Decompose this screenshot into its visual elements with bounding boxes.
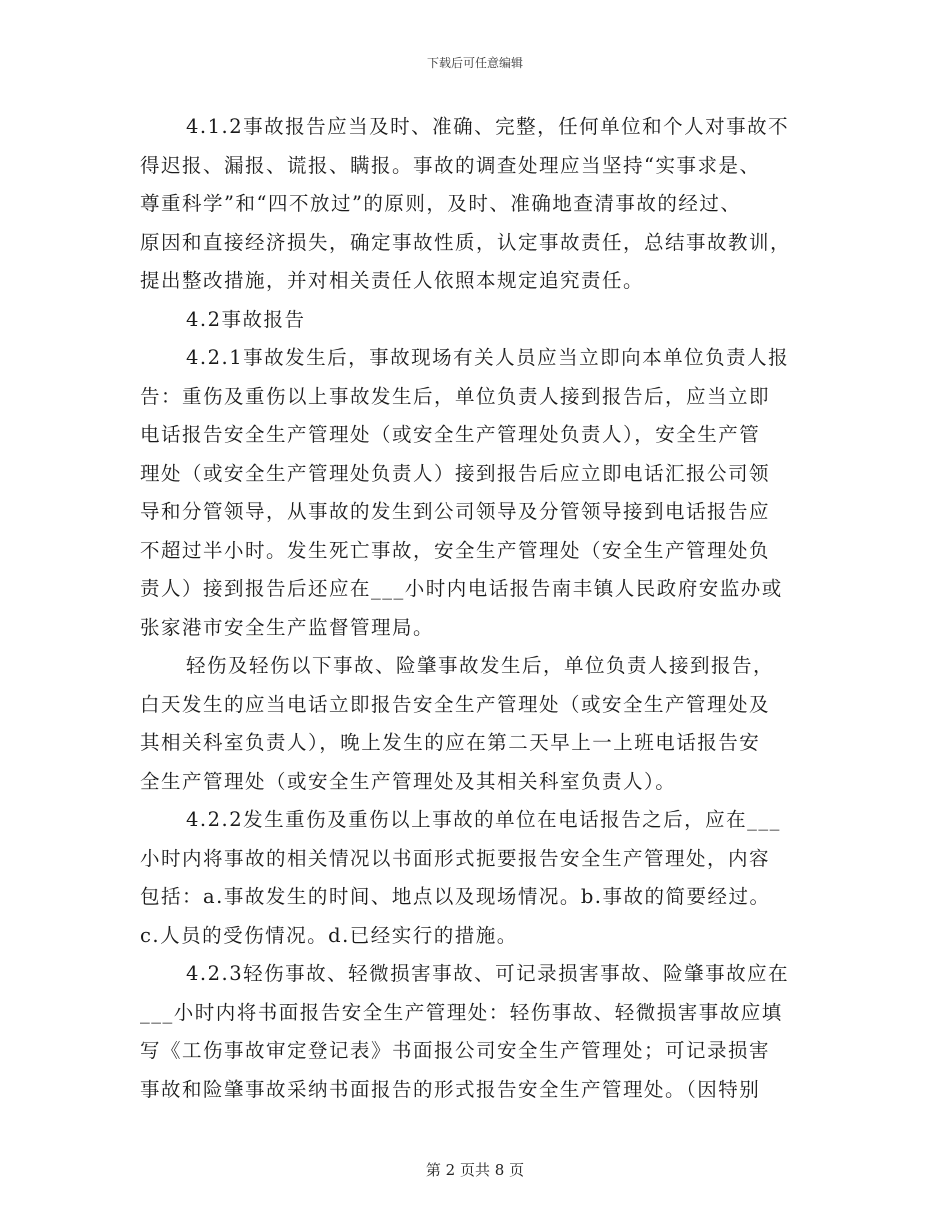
text-line: 轻伤及轻伤以下事故、险肇事故发生后，单位负责人接到报告， — [186, 654, 775, 677]
text-line: 理处（或安全生产管理处负责人）接到报告后应立即电话汇报公司领 — [140, 461, 771, 485]
page-header: 下载后可任意编辑 — [426, 56, 523, 70]
text-line: 不超过半小时。发生死亡事故，安全生产管理处（安全生产管理处负 — [140, 538, 771, 562]
text-line: 原因和直接经济损失，确定事故性质，认定事故责任，总结事故教训， — [140, 230, 792, 254]
text-line: 电话报告安全生产管理处（或安全生产管理处负责人），安全生产管 — [140, 423, 761, 446]
text-line: ___小时内将书面报告安全生产管理处：轻伤事故、轻微损害事故应填 — [140, 1000, 783, 1024]
page-number: 第 2 页共 8 页 — [425, 1161, 525, 1179]
text-line: 导和分管领导，从事故的发生到公司领导及分管领导接到电话报告应 — [140, 500, 771, 523]
text-line: c.人员的受伤情况。d.已经实行的措施。 — [140, 923, 518, 947]
text-line: 其相关科室负责人），晚上发生的应在第二天早上一上班电话报告安 — [140, 731, 761, 754]
text-line: 包括：a.事故发生的时间、地点以及现场情况。b.事故的简要经过。 — [140, 885, 771, 908]
text-line: 全生产管理处（或安全生产管理处及其相关科室负责人）。 — [140, 769, 677, 793]
text-line: 白天发生的应当电话立即报告安全生产管理处（或安全生产管理处及 — [140, 692, 771, 716]
text-line: 4.1.2事故报告应当及时、准确、完整，任何单位和个人对事故不 — [186, 115, 790, 138]
text-line: 4.2.1事故发生后，事故现场有关人员应当立即向本单位负责人报 — [186, 346, 790, 369]
text-line: 得迟报、漏报、谎报、瞒报。事故的调查处理应当坚持“实事求是、 — [140, 153, 761, 177]
text-line: 告：重伤及重伤以上事故发生后，单位负责人接到报告后，应当立即 — [140, 384, 771, 408]
text-line: 4.2.3轻伤事故、轻微损害事故、可记录损害事故、险肇事故应在 — [186, 962, 790, 985]
text-line: 写《工伤事故审定登记表》书面报公司安全生产管理处；可记录损害 — [140, 1039, 771, 1062]
section-heading: 4.2事故报告 — [186, 307, 306, 331]
text-line: 张家港市安全生产监督管理局。 — [140, 615, 435, 639]
text-line: 提出整改措施，并对相关责任人依照本规定追究责任。 — [140, 269, 645, 292]
text-line: 事故和险肇事故采纳书面报告的形式报告安全生产管理处。（因特别 — [140, 1077, 761, 1101]
text-line: 4.2.2发生重伤及重伤以上事故的单位在电话报告之后，应在___ — [186, 808, 781, 831]
text-line: 小时内将事故的相关情况以书面形式扼要报告安全生产管理处，内容 — [140, 846, 771, 870]
text-line: 责人）接到报告后还应在___小时内电话报告南丰镇人民政府安监办或 — [140, 577, 783, 600]
document-body — [140, 108, 812, 1109]
text-line: 尊重科学”和“四不放过”的原则，及时、准确地查清事故的经过、 — [140, 192, 742, 215]
